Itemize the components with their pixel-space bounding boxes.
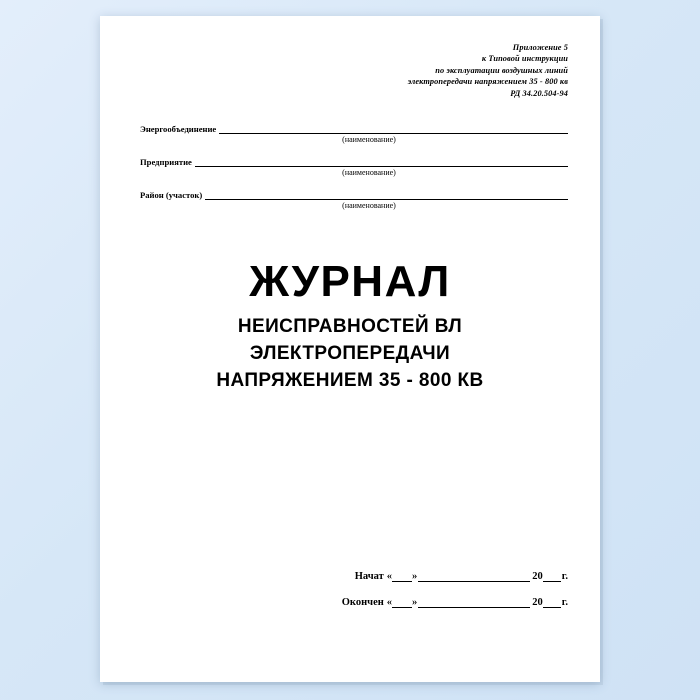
page-subtitle-line-3: НАПРЯЖЕНИЕМ 35 - 800 КВ — [216, 370, 484, 391]
reference-line-2: к Типовой инструкции — [481, 54, 568, 64]
field-row-enterprise — [100, 157, 600, 190]
footer-month-input-started[interactable] — [418, 571, 530, 582]
page-subtitle-line-2: ЭЛЕКТРОПЕРЕДАЧИ — [249, 343, 451, 364]
footer-label-finished: Окончен — [341, 597, 384, 608]
footer-label-started: Начат — [354, 571, 384, 582]
reference-line-1: Приложение 5 — [512, 43, 568, 52]
field-line — [140, 124, 568, 134]
footer-month-input-finished[interactable] — [418, 597, 530, 608]
footer-day-input-started[interactable] — [392, 571, 412, 582]
page-subtitle-line-1: НЕИСПРАВНОСТЕЙ ВЛ — [237, 316, 463, 337]
field-input-district[interactable] — [205, 190, 568, 200]
field-label-district: Район (участок) — [140, 190, 203, 200]
reference-line-4: электропередачи напряжением 35 - 800 кв — [407, 77, 568, 87]
footer-year-suffix-started: г. — [561, 571, 568, 582]
footer-quote-open-finished: « — [386, 597, 393, 608]
field-input-enterprise[interactable] — [195, 157, 568, 167]
footer-row-started — [100, 556, 600, 582]
field-row-energy-association — [100, 124, 600, 157]
field-note-wrap — [100, 168, 600, 177]
field-label-enterprise: Предприятие — [140, 157, 192, 167]
footer-block — [100, 556, 600, 608]
field-line — [140, 190, 568, 200]
document-sheet — [100, 16, 600, 682]
reference-block — [408, 42, 568, 99]
footer-year-prefix-finished: 20 — [532, 597, 543, 608]
field-row-district — [100, 190, 600, 223]
field-line — [140, 157, 568, 167]
footer-quote-close-finished: » — [412, 597, 418, 608]
field-label-energy-association: Энергообъединение — [140, 124, 217, 134]
reference-line-3: по эксплуатации воздушных линий — [435, 65, 568, 75]
page-title: ЖУРНАЛ — [249, 257, 451, 306]
document-page — [100, 16, 600, 682]
field-note-enterprise: (наименование) — [342, 168, 396, 177]
footer-year-input-started[interactable] — [543, 571, 561, 582]
field-note-wrap — [100, 135, 600, 144]
field-note-energy-association: (наименование) — [342, 135, 396, 144]
footer-year-suffix-finished: г. — [561, 597, 568, 608]
reference-line-5: РД 34.20.504-94 — [510, 88, 568, 98]
field-note-wrap — [100, 201, 600, 210]
field-input-energy-association[interactable] — [219, 124, 568, 134]
footer-row-finished — [100, 582, 600, 608]
footer-quote-close-started: » — [412, 571, 418, 582]
footer-year-prefix-started: 20 — [532, 571, 543, 582]
footer-day-input-finished[interactable] — [392, 597, 412, 608]
footer-year-input-finished[interactable] — [543, 597, 561, 608]
fill-in-fields — [100, 124, 600, 223]
footer-quote-open-started: « — [386, 571, 393, 582]
field-note-district: (наименование) — [342, 201, 396, 210]
title-block — [100, 258, 600, 394]
